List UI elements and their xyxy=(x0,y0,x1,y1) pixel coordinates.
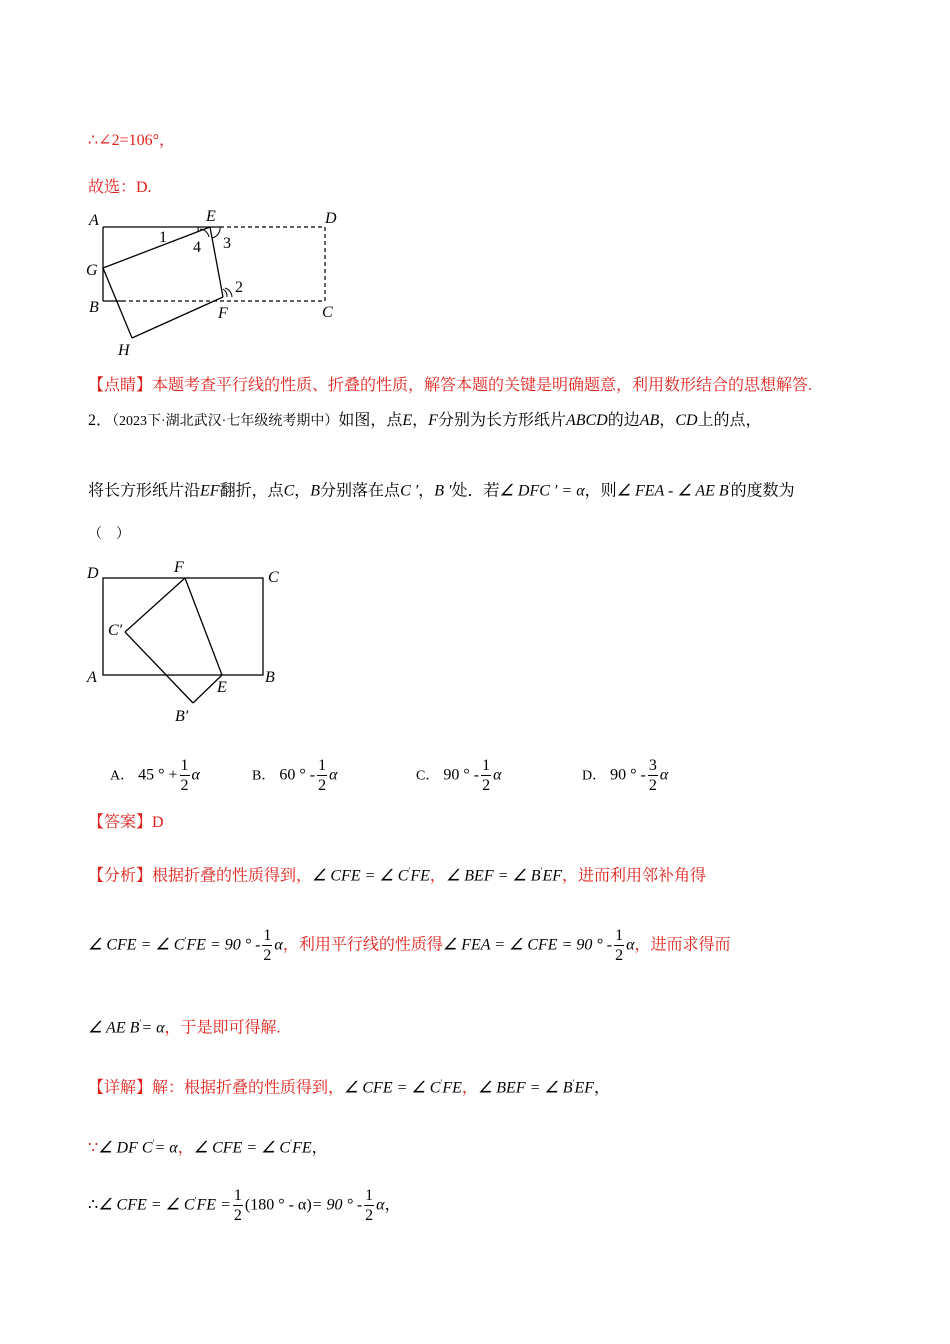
math: (180 ° - α) xyxy=(244,1196,312,1214)
figure-1 xyxy=(80,205,350,360)
fig1-angle-2: 2 xyxy=(235,279,243,296)
fraction: $\frac{1}{2}$ xyxy=(365,1187,374,1224)
option-lead: 90 ° - xyxy=(443,766,480,784)
question-2-line-1 xyxy=(88,410,762,433)
detail-text: 解：根据折叠的性质得到， xyxy=(152,1079,345,1097)
option-letter: A． xyxy=(110,768,135,784)
analysis-line-3 xyxy=(88,1012,281,1039)
fig1-label-e: E xyxy=(206,208,216,225)
fraction: $\frac{1}{2}$ xyxy=(318,757,327,794)
math: ∠ AE B xyxy=(88,1019,140,1037)
analysis-text: ，进而利用邻补角得 xyxy=(562,867,707,885)
math: α xyxy=(376,1196,385,1214)
math: FE xyxy=(410,867,430,885)
analysis-text: ，进而求得而 xyxy=(634,936,731,954)
fig1-label-c: C xyxy=(322,304,333,321)
q2-text: 的边 xyxy=(607,412,640,429)
prime-mark: ′ xyxy=(540,866,543,876)
fig2-label-d: D xyxy=(87,565,99,582)
answer-line xyxy=(88,812,164,834)
prime-mark: ′ xyxy=(290,1138,293,1148)
option-alpha: α xyxy=(493,766,502,784)
option-c[interactable] xyxy=(416,758,501,794)
q2-text: 分别落在点 xyxy=(320,482,401,500)
detail-text: ， xyxy=(461,1079,478,1097)
fig1-label-a: A xyxy=(89,212,99,229)
prime-mark: ′ xyxy=(139,1018,142,1028)
math: FE xyxy=(292,1139,312,1157)
fig1-label-d: D xyxy=(325,210,337,227)
q2-text: 翻折，点 xyxy=(219,482,284,500)
math: ∠ CFE = ∠ C xyxy=(193,1139,291,1157)
math: ∠ BEF = ∠ B xyxy=(445,867,541,885)
option-a[interactable] xyxy=(110,758,200,794)
math: FE = xyxy=(196,1196,231,1214)
because-symbol: ∵ xyxy=(88,1139,99,1157)
fig1-label-b: B xyxy=(89,299,99,316)
math: = α xyxy=(141,1019,165,1037)
fig1-label-h: H xyxy=(118,342,130,359)
detail-line-2 xyxy=(88,1132,328,1159)
q2-text: 分别为长方形纸片 xyxy=(437,412,566,429)
analysis-tag: 【分析】 xyxy=(88,867,153,885)
option-letter: B． xyxy=(252,768,276,784)
fig2-label-a: A xyxy=(87,669,97,686)
option-lead: 60 ° - xyxy=(279,766,316,784)
fraction: $\frac{3}{2}$ xyxy=(648,757,657,794)
option-letter: D． xyxy=(582,768,607,784)
math: ∠ CFE = ∠ C xyxy=(344,1079,441,1097)
q2-text: 将长方形纸片沿 xyxy=(88,482,201,500)
answer-paren: （ ） xyxy=(88,527,130,542)
math: EF xyxy=(574,1079,595,1097)
detail-line-1 xyxy=(88,1072,610,1099)
detail-text: ， xyxy=(311,1139,328,1157)
question-2-line-2 xyxy=(88,475,795,502)
q2-var: F xyxy=(428,412,438,429)
analysis-text: ， xyxy=(429,867,446,885)
math: ∠ DF C xyxy=(98,1139,153,1157)
q2-text: 如图，点 xyxy=(338,412,403,429)
line-conclusion: ∴∠2=106°， xyxy=(88,132,176,149)
fraction: $\frac{1}{2}$ xyxy=(482,757,491,794)
q2-var: C xyxy=(283,482,295,500)
option-b[interactable] xyxy=(252,758,337,794)
answer-value: D xyxy=(152,814,164,831)
math: FE = 90 ° - xyxy=(186,936,261,954)
fig2-label-b: B xyxy=(265,669,275,686)
q2-text: ，则 xyxy=(584,482,617,500)
fig1-label-f: F xyxy=(218,305,228,322)
math: FE xyxy=(442,1079,462,1097)
q2-text: ， xyxy=(659,412,676,429)
q2-text: 上的点， xyxy=(697,412,762,429)
prime-mark: ′ xyxy=(152,1138,155,1148)
math: ∠ BEF = ∠ B xyxy=(477,1079,573,1097)
math: ∠ CFE = ∠ C xyxy=(312,867,409,885)
math: = α xyxy=(154,1139,178,1157)
q2-text: ， xyxy=(412,412,429,429)
detail-tag: 【详解】 xyxy=(88,1079,153,1097)
fig1-angle-1: 1 xyxy=(159,229,167,246)
q2-condition: ∠ DFC ′ = α xyxy=(499,482,585,500)
analysis-line-2 xyxy=(88,928,731,964)
q2-text: 的度数为 xyxy=(730,482,795,500)
analysis-text: ，利用平行线的性质得 xyxy=(282,936,443,954)
prime-mark: ′ xyxy=(184,935,187,946)
prime-mark: ′ xyxy=(408,866,411,876)
question-number: 2． xyxy=(88,412,113,429)
fraction: $\frac{1}{2}$ xyxy=(263,927,272,964)
fraction: $\frac{1}{2}$ xyxy=(233,1187,242,1224)
question-source: （2023下·湖北武汉·七年级统考期中） xyxy=(112,414,339,429)
fig2-label-f: F xyxy=(174,559,184,576)
q2-expression: ∠ FEA - ∠ AE B xyxy=(616,482,729,500)
q2-var: AB xyxy=(639,412,660,429)
prime-mark: ′ xyxy=(728,481,731,491)
remark-text: 本题考查平行线的性质、折叠的性质，解答本题的关键是明确题意，利用数形结合的思想解答. xyxy=(152,377,813,394)
math: ∠ CFE = ∠ C xyxy=(98,1196,195,1214)
detail-text: ， xyxy=(384,1196,401,1214)
fig2-label-e: E xyxy=(217,679,227,696)
prime-mark: ′ xyxy=(194,1195,197,1206)
q2-var: B xyxy=(310,482,321,500)
math: α xyxy=(626,936,635,954)
detail-text: ， xyxy=(177,1139,194,1157)
option-alpha: α xyxy=(329,766,338,784)
analysis-text: ，于是即可得解. xyxy=(164,1019,281,1037)
remark-paragraph xyxy=(88,375,812,397)
option-d[interactable] xyxy=(582,758,668,794)
fig2-label-c: C xyxy=(268,569,279,586)
fig1-angle-4: 4 xyxy=(193,239,201,256)
analysis-line-1 xyxy=(88,860,706,887)
therefore-symbol: ∴ xyxy=(88,1196,99,1214)
option-alpha: α xyxy=(659,766,669,784)
q2-text: 处．若 xyxy=(451,482,500,500)
prime-mark: ′ xyxy=(440,1078,443,1088)
fraction: $\frac{1}{2}$ xyxy=(615,927,624,964)
analysis-text: 根据折叠的性质得到， xyxy=(152,867,313,885)
q2-var: CD xyxy=(675,412,698,429)
figure-2 xyxy=(80,555,300,730)
option-lead: 90 ° - xyxy=(610,766,646,784)
prime-mark: ′ xyxy=(572,1078,575,1088)
fig2-label-b-prime: B′ xyxy=(175,708,189,725)
math: α xyxy=(274,936,283,954)
q2-var: C ′ xyxy=(400,482,419,500)
fraction: $\frac{1}{2}$ xyxy=(180,757,189,794)
answer-tag: 【答案】 xyxy=(88,814,153,831)
q2-var: E xyxy=(402,412,413,429)
fig2-label-c-prime: C′ xyxy=(108,622,123,639)
q2-var: B ′ xyxy=(434,482,452,500)
option-letter: C． xyxy=(416,768,440,784)
math: ∠ FEA = ∠ CFE = 90 ° - xyxy=(442,936,613,954)
q2-var: EF xyxy=(200,482,220,500)
math: ∠ CFE = ∠ C xyxy=(88,936,185,954)
q2-var: ABCD xyxy=(565,412,608,429)
fig1-angle-3: 3 xyxy=(223,235,231,252)
math: = 90 ° - xyxy=(311,1196,363,1214)
q2-text: ， xyxy=(294,482,311,500)
option-alpha: α xyxy=(191,766,200,784)
detail-line-3 xyxy=(88,1188,401,1224)
detail-text: ， xyxy=(594,1079,611,1097)
math: EF xyxy=(542,867,563,885)
fig1-label-g: G xyxy=(86,262,98,279)
remark-tag: 【点睛】 xyxy=(88,377,153,394)
q2-text: ， xyxy=(418,482,435,500)
line-choice: 故选：D. xyxy=(88,179,152,196)
option-lead: 45 ° + xyxy=(138,766,178,784)
